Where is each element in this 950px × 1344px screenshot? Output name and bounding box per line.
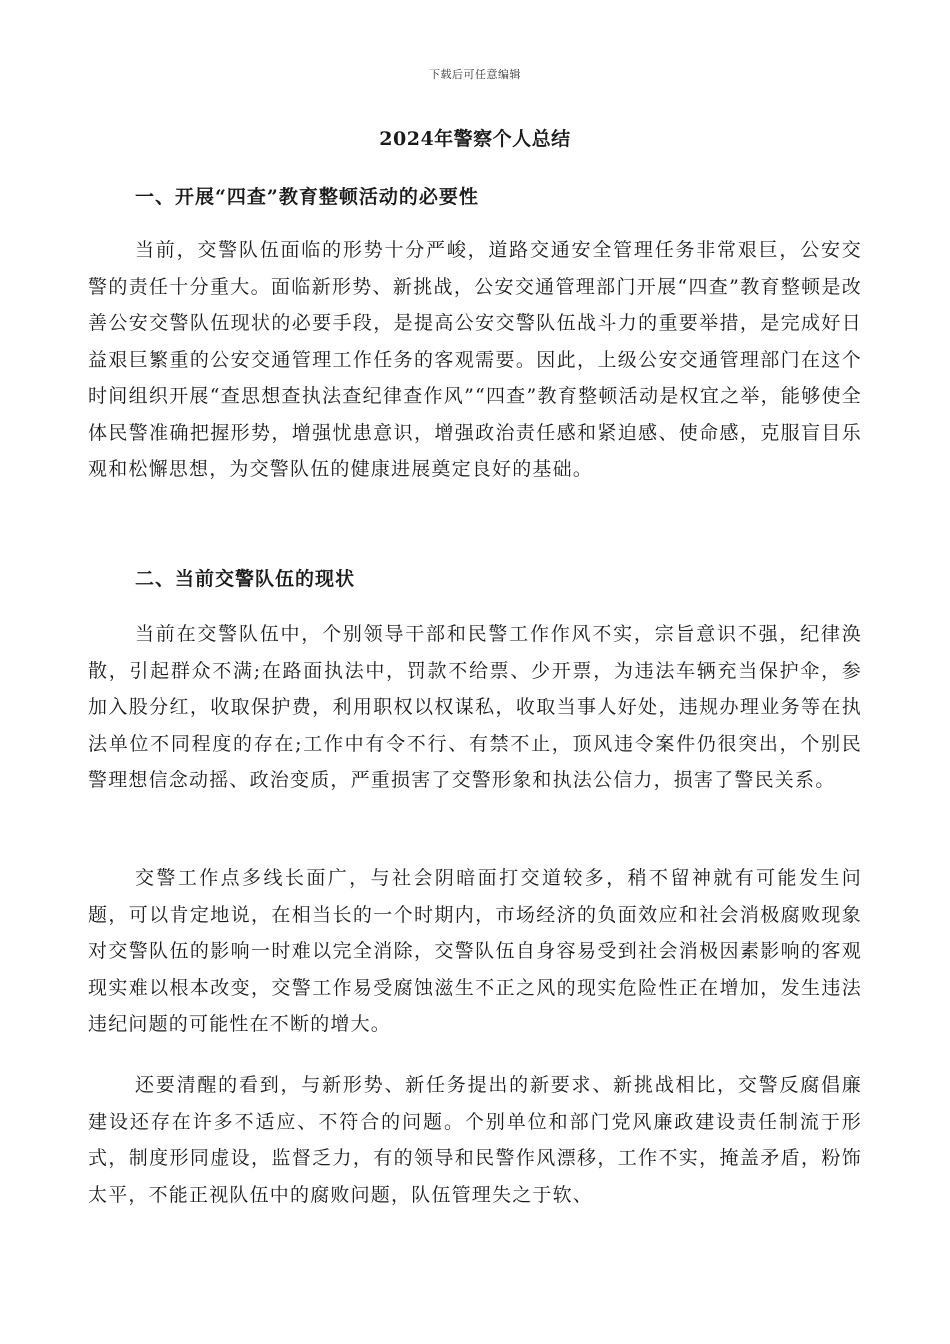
paragraph-4: 还要清醒的看到，与新形势、新任务提出的新要求、新挑战相比，交警反腐倡廉建设还存在许多不适应、不符合的问题。个别单位和部门党风廉政建设责任制流于形式，制度形同虚设，监督乏力，有的领导和民警作风漂移，工作不实，掩盖矛盾，粉饰太平，不能正视队伍中的腐败问题，队伍管理失之于软、 bbox=[88, 1074, 862, 1206]
document-title: 2024年警察个人总结 bbox=[379, 128, 571, 150]
paragraph-1: 当前，交警队伍面临的形势十分严峻，道路交通安全管理任务非常艰巨，公安交警的责任十分重大。面临新形势、新挑战，公安交通管理部门开展“四查”教育整顿是改善公安交警队伍现状的必要手段，是提高公安交警队伍战斗力的重要举措，是完成好日益艰巨繁重的公安交通管理工作任务的客观需要。因此，上级公安交通管理部门在这个时间组织开展“查思想查执法查纪律查作风”“四查”教育整顿活动是权宜之举，能够使全体民警准确把握形势，增强忧患意识，增强政治责任感和紧迫感、使命感，克服盲目乐观和松懈思想，为交警队伍的健康进展奠定良好的基础。 bbox=[88, 239, 862, 480]
header-note: 下载后可任意编辑 bbox=[429, 68, 521, 81]
section-heading-2: 二、当前交警队伍的现状 bbox=[135, 568, 356, 590]
paragraph-3: 交警工作点多线长面广，与社会阴暗面打交道较多，稍不留神就有可能发生问题，可以肯定地说，在相当长的一个时期内，市场经济的负面效应和社会消极腐败现象对交警队伍的影响一时难以完全消除，交警队伍自身容易受到社会消极因素影响的客观现实难以根本改变，交警工作易受腐蚀滋生不正之风的现实危险性正在增加，发生违法违纪问题的可能性在不断的增大。 bbox=[88, 867, 862, 1035]
paragraph-2: 当前在交警队伍中，个别领导干部和民警工作作风不实，宗旨意识不强，纪律涣散，引起群众不满;在路面执法中，罚款不给票、少开票，为违法车辆充当保护伞，参加入股分红，收取保护费，利用职权以权谋私，收取当事人好处，违规办理业务等在执法单位不同程度的存在;工作中有令不行、有禁不止，顶风违令案件仍很突出，个别民警理想信念动摇、政治变质，严重损害了交警形象和执法公信力，损害了警民关系。 bbox=[88, 623, 862, 791]
section-heading-1: 一、开展“四查”教育整顿活动的必要性 bbox=[135, 186, 479, 208]
